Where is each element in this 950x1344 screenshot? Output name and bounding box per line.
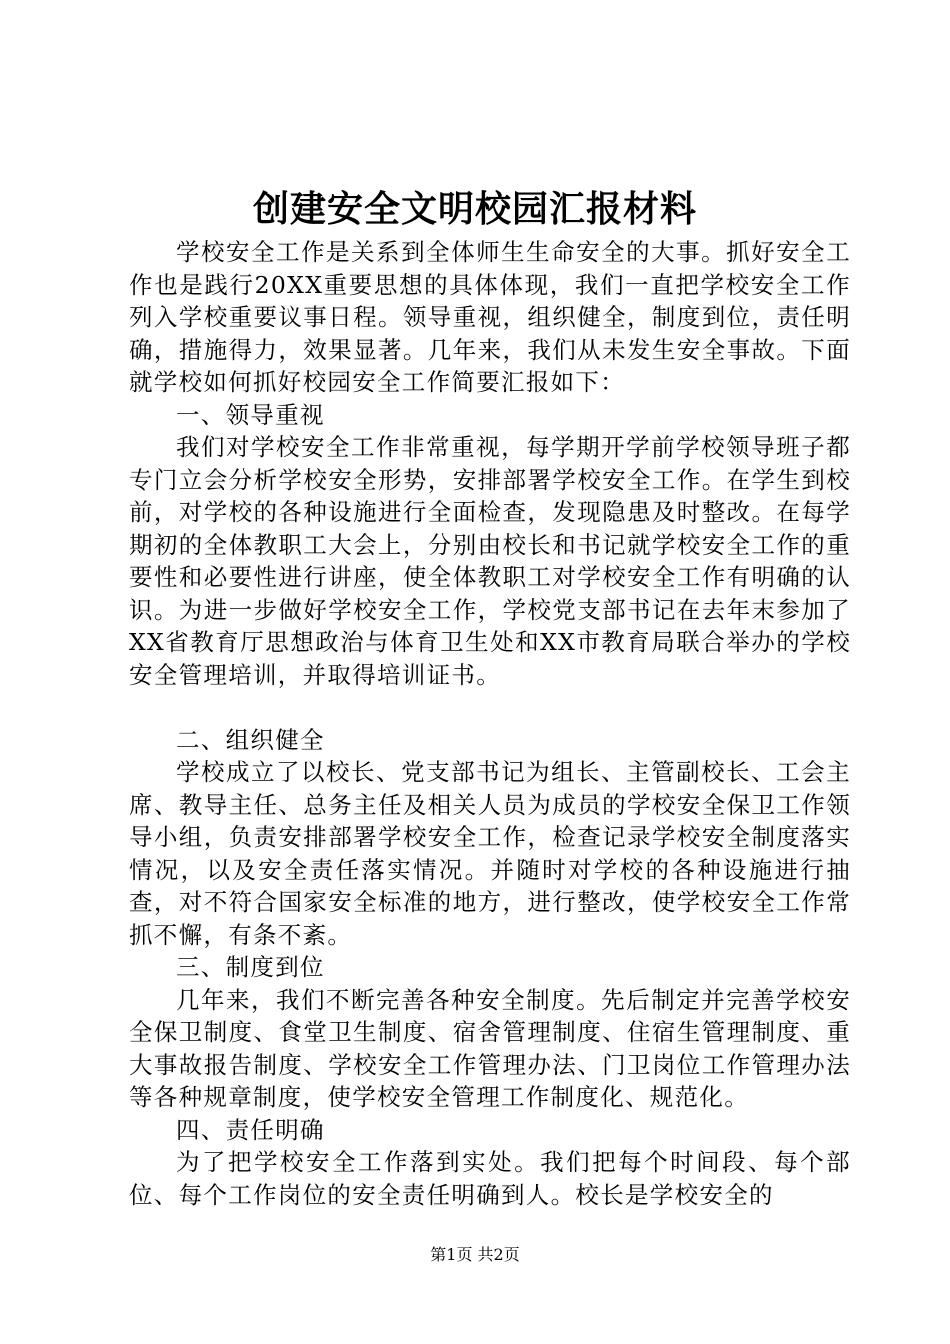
section-paragraph-1: 我们对学校安全工作非常重视，每学期开学前学校领导班子都专门立会分析学校安全形势，安排部署学校安全工作。在学生到校前，对学校的各种设施进行全面检查，发现隐患及时整改。在每学期初的全体教职工大会上，分别由校长和书记就学校安全工作的重要性和必要性进行讲座，使全体教职工对学校安全工作有明确的认识。为进一步做好学校安全工作，学校党支部书记在去年末参加了XX省教育厅思想政治与体育卫生处和XX市教育局联合举办的学校安全管理培训，并取得培训证书。 [129, 433, 851, 689]
document-body [129, 236, 851, 1211]
intro-paragraph: 学校安全工作是关系到全体师生生命安全的大事。抓好安全工作也是践行20XX重要思想的具体体现，我们一直把学校安全工作列入学校重要议事日程。领导重视，组织健全，制度到位，责任明确，措施得力，效果显著。几年来，我们从未发生安全事故。下面就学校如何抓好校园安全工作简要汇报如下： [129, 238, 851, 396]
section-paragraph-4: 为了把学校安全工作落到实处。我们把每个时间段、每个部位、每个工作岗位的安全责任明确到人。校长是学校安全的 [129, 1148, 851, 1209]
section-paragraph-3: 几年来，我们不断完善各种安全制度。先后制定并完善学校安全保卫制度、食堂卫生制度、宿舍管理制度、住宿生管理制度、重大事故报告制度、学校安全工作管理办法、门卫岗位工作管理办法等各种规章制度，使学校安全管理工作制度化、规范化。 [129, 985, 851, 1111]
blank-line [129, 691, 851, 724]
document-title: 创建安全文明校园汇报材料 [252, 188, 697, 230]
section-heading-2: 二、组织健全 [176, 725, 325, 754]
section-heading-3: 三、制度到位 [176, 953, 325, 981]
section-heading-4: 四、责任明确 [176, 1115, 325, 1144]
section-paragraph-2: 学校成立了以校长、党支部书记为组长、主管副校长、工会主席、教导主任、总务主任及相关人员为成员的学校安全保卫工作领导小组，负责安排部署学校安全工作，检查记录学校安全制度落实情况，以及安全责任落实情况。并随时对学校的各种设施进行抽查，对不符合国家安全标准的地方，进行整改，使学校安全工作常抓不懈，有条不紊。 [129, 758, 851, 949]
page-footer: 第1页 共2页 [430, 1245, 520, 1264]
section-heading-1: 一、领导重视 [176, 400, 325, 429]
